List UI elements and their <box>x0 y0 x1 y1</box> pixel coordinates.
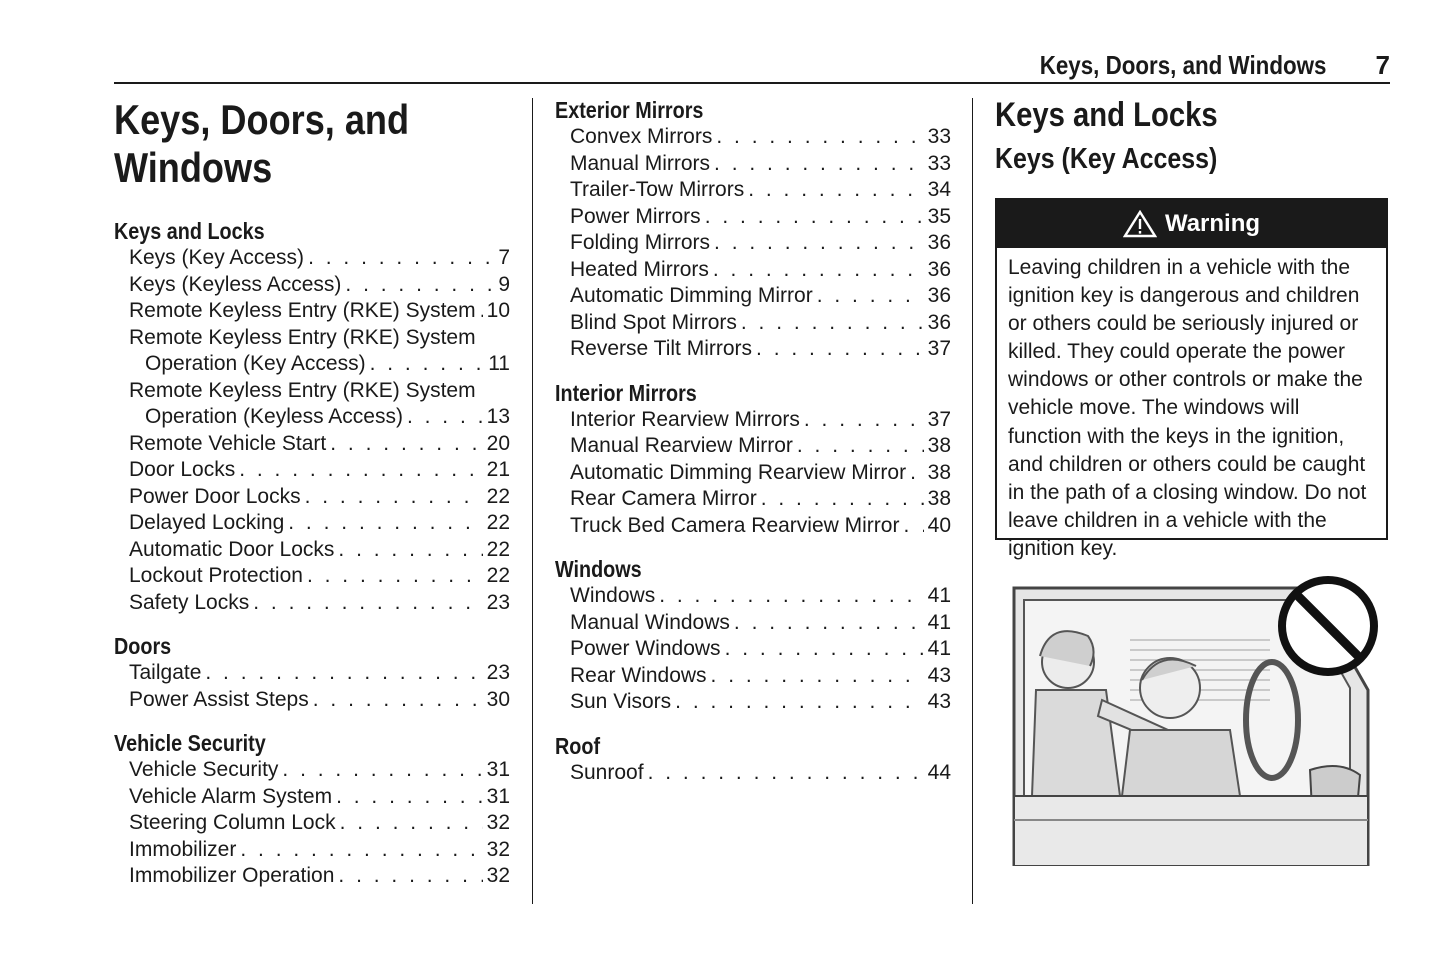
toc-entry-page: 32 <box>486 864 510 887</box>
toc-entry-page: 41 <box>927 637 951 660</box>
toc-entry-label: Truck Bed Camera Rearview Mirror <box>570 513 900 537</box>
toc-section-heading: Windows <box>555 556 642 582</box>
toc-entry-label: Rear Windows <box>570 663 707 687</box>
toc-entry-page: 10 <box>486 299 510 322</box>
toc-entry-label: Interior Rearview Mirrors <box>570 407 800 431</box>
dot-leader <box>345 272 494 299</box>
toc-entry-label: Safety Locks <box>129 590 250 614</box>
toc-entry-page: 38 <box>927 460 951 484</box>
dot-leader <box>308 245 494 272</box>
toc-entry-list <box>555 124 951 363</box>
toc-entry[interactable] <box>114 537 510 564</box>
prohibition-icon <box>1282 580 1374 672</box>
toc-entry-label: Remote Keyless Entry (RKE) System <box>129 299 476 322</box>
toc-entry-label: Remote Keyless Entry (RKE) System <box>129 378 476 402</box>
toc-entry-page: 41 <box>927 584 951 607</box>
toc-list <box>555 97 951 786</box>
dot-leader <box>338 863 482 890</box>
toc-entry[interactable] <box>114 245 510 272</box>
toc-entry-label: Sunroof <box>570 760 644 784</box>
toc-entry-label: Manual Mirrors <box>570 151 711 175</box>
toc-entry-label: Trailer-Tow Mirrors <box>570 178 745 201</box>
chapter-title <box>114 96 455 192</box>
toc-entry-page: 41 <box>927 610 951 634</box>
toc-entry-page: 34 <box>927 178 951 201</box>
dot-leader <box>741 310 924 337</box>
header-title: Keys, Doors, and Windows <box>1039 50 1326 80</box>
toc-entry[interactable] <box>555 513 951 540</box>
warning-header <box>997 200 1386 248</box>
toc-entry-page: 33 <box>927 151 951 175</box>
toc-entry-label: Reverse Tilt Mirrors <box>570 337 753 360</box>
dot-leader <box>705 204 924 231</box>
dot-leader <box>797 433 924 460</box>
warning-text: Leaving children in a vehicle with the ignition key is dangerous and children or others could be seriously injured or killed. They could operate the power windows or other controls or make the vehicle move. The windows will function with the keys in the ignition, and children or others could be caught in the path of a closing window. Do not leave children in a vehicle with the ignition key. <box>1008 256 1367 560</box>
toc-entry-label: Automatic Dimming Rearview Mirror <box>570 460 907 484</box>
toc-entry[interactable] <box>114 457 510 484</box>
dot-leader <box>761 486 924 513</box>
toc-entry[interactable] <box>555 610 951 637</box>
toc-entry-label: Manual Rearview Mirror <box>570 434 793 457</box>
toc-entry-page: 23 <box>486 661 510 684</box>
toc-entry-label: Windows <box>570 584 656 607</box>
toc-entry-page: 38 <box>927 487 951 510</box>
toc-column-middle <box>555 97 951 786</box>
dot-leader <box>714 230 924 257</box>
dot-leader <box>756 336 924 363</box>
toc-entry-page: 37 <box>927 337 951 360</box>
toc-entry-label: Immobilizer Operation <box>129 864 335 887</box>
toc-entry[interactable] <box>114 298 510 325</box>
toc-entry-page: 36 <box>927 310 951 334</box>
toc-entry-label: Remote Vehicle Start <box>129 431 327 455</box>
dot-leader <box>725 636 924 663</box>
warning-triangle-icon <box>1123 210 1157 238</box>
toc-entry-page: 37 <box>927 407 951 431</box>
toc-section-heading: Keys and Locks <box>114 218 265 244</box>
toc-entry[interactable] <box>555 760 951 787</box>
toc-entry[interactable] <box>114 378 510 405</box>
dot-leader <box>313 687 483 714</box>
dot-leader <box>253 590 482 617</box>
toc-entry[interactable] <box>114 325 510 352</box>
toc-entry[interactable] <box>555 433 951 460</box>
toc-entry-page: 11 <box>488 352 510 375</box>
toc-entry-page: 35 <box>927 204 951 228</box>
toc-entry[interactable] <box>555 257 951 284</box>
toc-entry-label: Keys (Key Access) <box>129 246 305 269</box>
dot-leader <box>340 810 483 837</box>
toc-entry-label: Tailgate <box>129 661 202 684</box>
toc-entry[interactable] <box>114 863 510 890</box>
toc-entry-page: 32 <box>486 811 510 834</box>
dot-leader <box>804 407 924 434</box>
dot-leader <box>336 784 483 811</box>
content-column-right <box>995 96 1390 176</box>
chapter-title-line: Windows <box>114 144 273 191</box>
dot-leader <box>288 510 482 537</box>
dot-leader <box>711 663 924 690</box>
page-number: 7 <box>1375 50 1390 80</box>
toc-column-left <box>114 96 510 890</box>
toc-entry-page: 43 <box>927 690 951 713</box>
dot-leader <box>910 460 924 487</box>
toc-entry-label: Vehicle Alarm System <box>129 784 333 808</box>
toc-entry-page: 43 <box>927 663 951 687</box>
section-title: Keys and Locks <box>995 96 1218 134</box>
dot-leader <box>282 757 482 784</box>
toc-entry-label: Immobilizer <box>129 837 237 861</box>
toc-entry-label: Keys (Keyless Access) <box>129 272 342 296</box>
toc-entry[interactable] <box>555 124 951 151</box>
toc-entry[interactable] <box>114 837 510 864</box>
toc-entry-label: Rear Camera Mirror <box>570 487 757 510</box>
toc-entry[interactable] <box>114 757 510 784</box>
toc-entry[interactable] <box>114 687 510 714</box>
toc-entry-list <box>114 757 510 890</box>
toc-entry-page: 36 <box>927 284 951 307</box>
child-in-vehicle-illustration <box>1010 570 1390 866</box>
dot-leader <box>338 537 482 564</box>
dot-leader <box>716 124 923 151</box>
toc-entry[interactable] <box>555 407 951 434</box>
toc-entry[interactable] <box>555 636 951 663</box>
toc-entry-page: 22 <box>486 564 510 587</box>
toc-entry-label: Delayed Locking <box>129 511 285 534</box>
toc-entry-label: Power Mirrors <box>570 204 701 228</box>
toc-entry[interactable] <box>555 230 951 257</box>
toc-section-heading: Roof <box>555 732 601 759</box>
running-header <box>114 50 1390 84</box>
toc-entry[interactable] <box>555 663 951 690</box>
toc-entry-continued[interactable] <box>114 351 510 378</box>
toc-entry-label: Folding Mirrors <box>570 231 711 254</box>
toc-entry[interactable] <box>555 689 951 716</box>
dot-leader <box>714 151 924 178</box>
dot-leader <box>240 837 482 864</box>
toc-entry-page: 7 <box>498 246 510 269</box>
toc-entry[interactable] <box>114 563 510 590</box>
toc-section-heading: Doors <box>114 633 172 659</box>
toc-entry-page: 30 <box>486 687 510 711</box>
toc-entry-label: Automatic Dimming Mirror <box>570 284 813 307</box>
toc-entry[interactable] <box>555 336 951 363</box>
toc-entry[interactable] <box>555 177 951 204</box>
toc-entry[interactable] <box>114 484 510 511</box>
toc-entry[interactable] <box>114 810 510 837</box>
dot-leader <box>480 298 483 325</box>
toc-entry[interactable] <box>555 486 951 513</box>
toc-entry-list <box>555 583 951 716</box>
toc-entry-page: 31 <box>486 758 510 781</box>
dot-leader <box>305 484 483 511</box>
toc-entry-label: Operation (Keyless Access) <box>145 405 403 428</box>
toc-entry-list <box>555 760 951 787</box>
toc-section-heading: Exterior Mirrors <box>555 97 704 123</box>
chapter-title-line: Keys, Doors, and <box>114 96 410 143</box>
dot-leader <box>713 257 924 284</box>
toc-entry[interactable] <box>114 660 510 687</box>
toc-entry[interactable] <box>114 272 510 299</box>
toc-entry-page: 32 <box>486 837 510 861</box>
dot-leader <box>307 563 483 590</box>
toc-entry-page: 22 <box>486 484 510 508</box>
toc-entry-page: 36 <box>927 231 951 254</box>
dot-leader <box>734 610 924 637</box>
dot-leader <box>675 689 923 716</box>
toc-entry-label: Vehicle Security <box>129 758 279 781</box>
toc-entry-label: Steering Column Lock <box>129 811 336 834</box>
toc-entry-list <box>114 660 510 713</box>
toc-entry-label: Power Assist Steps <box>129 687 309 711</box>
toc-entry-label: Door Locks <box>129 458 236 481</box>
toc-entry-page: 20 <box>486 431 510 455</box>
toc-entry-label: Automatic Door Locks <box>129 537 335 561</box>
toc-entry-page: 13 <box>486 405 510 428</box>
toc-entry[interactable] <box>555 204 951 231</box>
toc-section-heading: Vehicle Security <box>114 730 266 756</box>
toc-entry-label: Convex Mirrors <box>570 125 713 148</box>
dot-leader <box>817 283 924 310</box>
toc-entry-label: Heated Mirrors <box>570 257 709 281</box>
dot-leader <box>370 351 485 378</box>
toc-entry-label: Remote Keyless Entry (RKE) System <box>129 325 476 349</box>
toc-entry-label: Power Windows <box>570 637 721 660</box>
toc-entry-page: 22 <box>486 511 510 534</box>
dot-leader <box>659 583 923 610</box>
toc-entry-label: Sun Visors <box>570 690 672 713</box>
toc-entry[interactable] <box>555 460 951 487</box>
toc-entry-page: 33 <box>927 125 951 148</box>
subsection-title: Keys (Key Access) <box>995 143 1218 175</box>
toc-entry[interactable] <box>114 784 510 811</box>
toc-entry-label: Blind Spot Mirrors <box>570 310 737 334</box>
toc-entry-page: 23 <box>486 590 510 614</box>
toc-section-heading: Interior Mirrors <box>555 379 697 406</box>
dot-leader <box>748 177 923 204</box>
toc-entry[interactable] <box>114 510 510 537</box>
toc-entry[interactable] <box>555 310 951 337</box>
warning-title: Warning <box>1164 210 1261 237</box>
toc-entry-list <box>114 245 510 616</box>
toc-entry-continued[interactable] <box>114 404 510 431</box>
toc-entry-label: Operation (Key Access) <box>145 352 366 375</box>
toc-entry[interactable] <box>114 590 510 617</box>
toc-entry-label: Manual Windows <box>570 610 730 634</box>
toc-entry-page: 9 <box>498 272 510 296</box>
toc-entry-label: Lockout Protection <box>129 564 303 587</box>
toc-entry[interactable] <box>555 151 951 178</box>
dot-leader <box>648 760 924 787</box>
toc-entry-page: 44 <box>927 760 951 784</box>
toc-list <box>114 218 510 890</box>
toc-entry-label: Power Door Locks <box>129 484 301 508</box>
warning-box <box>995 198 1388 560</box>
toc-entry[interactable] <box>114 431 510 458</box>
column-divider <box>972 98 973 904</box>
toc-entry[interactable] <box>555 283 951 310</box>
toc-entry-page: 31 <box>486 784 510 808</box>
toc-entry-list <box>555 407 951 540</box>
toc-entry[interactable] <box>555 583 951 610</box>
dot-leader <box>903 513 923 540</box>
toc-entry-page: 38 <box>927 434 951 457</box>
toc-entry-page: 40 <box>927 513 951 537</box>
toc-entry-page: 21 <box>486 458 510 481</box>
toc-entry-page: 36 <box>927 257 951 281</box>
dot-leader <box>205 660 482 687</box>
dot-leader <box>239 457 482 484</box>
toc-entry-page: 22 <box>486 537 510 561</box>
dot-leader <box>330 431 482 458</box>
column-divider <box>532 98 533 904</box>
dot-leader <box>407 404 483 431</box>
